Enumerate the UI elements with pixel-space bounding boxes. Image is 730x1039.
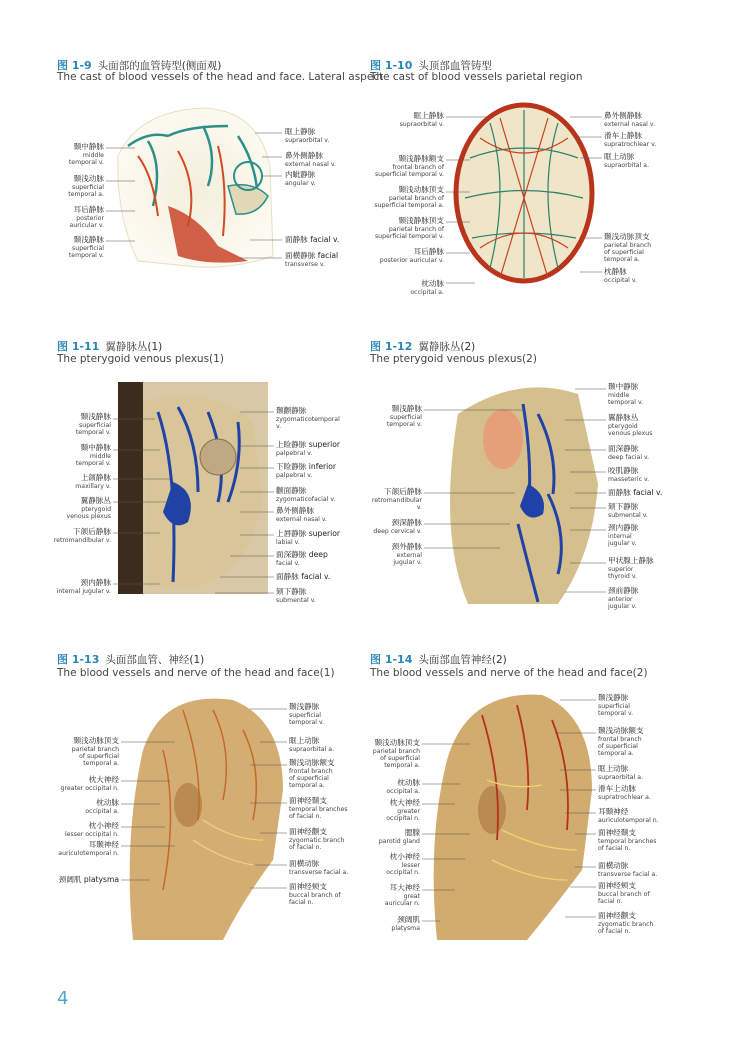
fig-1-14-label-frontal-branch-a: 颞浅动脉额支 frontal branch of superficial temporal a. [598,726,644,757]
fig-1-9-label-supraorbital-v: 眶上静脉 supraorbital v. [285,127,330,144]
fig-1-13-label-zygomatic-branch-facial-n: 面神经颧支 zygomatic branch of facial n. [289,827,345,851]
fig-1-12-label-deep-cervical-v: 颈深静脉 deep cervical v. [373,518,422,535]
fig-1-11-label-submental-v: 颏下静脉 submental v. [276,587,316,604]
fig-1-11-label-maxillary-v: 上颌静脉 maxillary v. [75,473,111,490]
figure-1-9-title-en: The cast of blood vessels of the head and face. Lateral aspect [57,71,384,83]
fig-1-13-label-parietal-branch-a: 颞浅动脉顶支 parietal branch of superficial temporal a. [71,736,119,767]
fig-1-10-label-occipital-a: 枕动脉 occipital a. [410,279,444,296]
figure-1-13-title-en: The blood vessels and nerve of the head and face(1) [57,667,335,679]
fig-1-14-label-lesser-occipital-n: 枕小神经 lesser occipital n. [386,852,420,876]
fig-1-11-label-middle-temporal-v: 颞中静脉 middle temporal v. [75,443,111,467]
fig-1-10-label-posterior-auricular-v: 耳后静脉 posterior auricular v. [379,247,444,264]
fig-1-14-label-superficial-temporal-v: 颞浅静脉 superficial temporal v. [598,693,634,717]
fig-1-14-label-greater-occipital-n: 枕大神经 greater occipital n. [386,798,420,822]
fig-1-14-label-transverse-facial-a: 面横动脉 transverse facial a. [598,861,658,878]
fig-1-13-label-buccal-branch-facial-n: 面神经颊支 buccal branch of facial n. [289,882,341,906]
fig-1-14-label-supraorbital-a: 眶上动脉 supraorbital a. [598,764,644,781]
fig-1-13-label-platysma: 颈阔肌 platysma [58,875,119,884]
figure-title-zh: 翼静脉丛(1) [105,341,163,353]
figure-1-14-title-en: The blood vessels and nerve of the head and face(2) [370,667,648,679]
fig-1-13-label-transverse-facial-a: 面横动脉 transverse facial a. [289,859,349,876]
fig-1-10-label-parietal-branch-v: 颞浅静脉顶支 parietal branch of superficial temporal v. [374,216,444,240]
fig-1-12-label-middle-temporal-v: 颞中静脉 middle temporal v. [608,382,644,406]
fig-1-13-label-frontal-branch-a: 颞浅动脉额支 frontal branch of superficial temporal a. [289,758,335,789]
figure-number: 图 1-9 [57,59,92,72]
figure-1-11-title-en: The pterygoid venous plexus(1) [57,353,224,365]
fig-1-11-label-deep-facial-v: 面深静脉 deep facial v. [276,550,328,567]
fig-1-11-label-pterygoid-plexus: 翼静脉丛 pterygoid venous plexus [66,496,111,520]
fig-1-10-label-supraorbital-v: 眶上静脉 supraorbital v. [399,111,444,128]
fig-1-10-label-occipital-v: 枕静脉 occipital v. [604,267,638,284]
figure-number: 图 1-11 [57,340,100,353]
figure-title-zh: 头面部血管、神经(1) [105,654,205,666]
figure-number: 图 1-12 [370,340,413,353]
fig-1-12-label-deep-facial-v: 面深静脉 deep facial v. [608,444,650,461]
fig-1-11-label-superficial-temporal-v: 颞浅静脉 superficial temporal v. [75,412,111,436]
fig-1-13-label-lesser-occipital-n: 枕小神经 lesser occipital n. [64,821,119,838]
fig-1-9-label-facial-transverse-v: 面横静脉 facial transverse v. [285,251,339,268]
figure-1-12-title-en: The pterygoid venous plexus(2) [370,353,537,365]
figure-number: 图 1-10 [370,59,413,72]
fig-1-12-label-pterygoid-plexus: 翼静脉丛 pterygoid venous plexus [608,413,653,437]
fig-1-14-label-platysma: 颈阔肌 platysma [391,915,420,932]
fig-1-12-label-superficial-temporal-v: 颞浅静脉 superficial temporal v. [386,404,422,428]
fig-1-12-label-anterior-jugular-v: 颈前静脉 anterior jugular v. [608,586,639,610]
fig-1-12-label-external-jugular-v: 颈外静脉 external jugular v. [391,542,422,566]
fig-1-14-label-zygomatic-branch-facial-n: 面神经颧支 zygomatic branch of facial n. [598,911,654,935]
fig-1-10-label-supratrochlear-v: 滑车上静脉 supratrochlear v. [604,131,657,148]
fig-1-13-label-occipital-a: 枕动脉 occipital a. [85,798,119,815]
figure-title-zh: 翼静脉丛(2) [418,341,476,353]
fig-1-11-label-facial-v: 面静脉 facial v. [276,572,331,581]
figure-title-zh: 头顶部血管铸型 [418,60,492,72]
figure-title-zh: 头面部的血管铸型(侧面观) [97,60,222,72]
fig-1-11-label-inferior-palpebral-v: 下睑静脉 inferior palpebral v. [276,462,337,479]
fig-1-12-label-facial-v: 面静脉 facial v. [608,488,663,497]
fig-1-10-label-parietal-branch-a: 颞浅动脉顶支 parietal branch of superficial temporal a. [374,185,444,209]
fig-1-9-label-external-nasal-v: 鼻外侧静脉 external nasal v. [285,151,336,168]
fig-1-11-label-superior-palpebral-v: 上睑静脉 superior palpebral v. [276,440,341,457]
fig-1-9-label-middle-temporal-v: 颞中静脉 middle temporal v. [68,142,104,166]
fig-1-13-label-supraorbital-a: 眶上动脉 supraorbital a. [289,736,335,753]
fig-1-11-label-superior-labial-v: 上唇静脉 superior labial v. [276,529,341,546]
fig-1-10-label-parietal-branch-a-right: 颞浅动脉顶支 parietal branch of superficial temporal a. [604,232,652,263]
fig-1-9-label-superficial-temporal-a: 颞浅动脉 superficial temporal a. [68,174,104,198]
figure-title-zh: 头面部血管神经(2) [418,654,507,666]
fig-1-9-label-facial-v: 面静脉 facial v. [285,235,340,244]
fig-1-13-label-superficial-temporal-v: 颞浅静脉 superficial temporal v. [289,702,325,726]
figure-number: 图 1-13 [57,653,100,666]
fig-1-13-label-greater-occipital-n: 枕大神经 greater occipital n. [60,775,119,792]
fig-1-13-label-auriculotemporal-n: 耳颞神经 auriculotemporal n. [58,840,119,857]
fig-1-12-label-internal-jugular-v: 颈内静脉 internal jugular v. [608,523,639,547]
fig-1-9-label-angular-v: 内眦静脉 angular v. [285,170,316,187]
figure-1-10-title-en: The cast of blood vessels parietal region [370,71,583,83]
fig-1-10-label-supraorbital-a: 眶上动脉 supraorbital a. [604,152,650,169]
fig-1-11-label-internal-jugular-v: 颈内静脉 internal jugular v. [56,578,111,595]
fig-1-11-label-zygomaticotemporal-v: 颞颧静脉 zygomaticotemporal v. [276,406,340,430]
fig-1-10-label-frontal-branch-v: 颞浅静脉额支 frontal branch of superficial temporal v. [374,154,444,178]
fig-1-11-label-external-nasal-v: 鼻外侧静脉 external nasal v. [276,506,327,523]
fig-1-12-label-submental-v: 颏下静脉 submental v. [608,502,648,519]
fig-1-11-label-zygomaticofacial-v: 颧面静脉 zygomaticofacial v. [276,486,336,503]
fig-1-12-label-masseteric-v: 咬肌静脉 masseteric v. [608,466,650,483]
fig-1-12-label-retromandibular-v: 下颌后静脉 retromandibular v. [371,487,422,511]
fig-1-14-label-great-auricular-n: 耳大神经 great auricular n. [384,883,420,907]
fig-1-14-label-auriculotemporal-n: 耳颞神经 auriculotemporal n. [598,807,659,824]
fig-1-14-label-supratrochlear-a: 滑车上动脉 supratrochlear a. [598,784,651,801]
fig-1-14-label-buccal-branch-facial-n: 面神经颊支 buccal branch of facial n. [598,881,650,905]
fig-1-13-label-temporal-branches-facial-n: 面神经颞支 temporal branches of facial n. [289,796,348,820]
fig-1-11-label-retromandibular-v: 下颌后静脉 retromandibular v. [53,527,111,544]
fig-1-9-label-posterior-auricular-v: 耳后静脉 posterior auricular v. [69,205,104,229]
fig-1-10-label-external-nasal-v: 鼻外侧静脉 external nasal v. [604,111,655,128]
page-number: 4 [57,988,69,1009]
fig-1-14-label-temporal-branches-facial-n: 面神经颞支 temporal branches of facial n. [598,828,657,852]
figure-number: 图 1-14 [370,653,413,666]
fig-1-12-label-superior-thyroid-v: 甲状腺上静脉 superior thyroid v. [608,556,654,580]
fig-1-14-label-parietal-branch-a: 颞浅动脉顶支 parietal branch of superficial temporal a. [372,738,420,769]
fig-1-9-label-superficial-temporal-v: 颞浅静脉 superficial temporal v. [68,235,104,259]
fig-1-14-label-occipital-a: 枕动脉 occipital a. [386,778,420,795]
fig-1-14-label-parotid-gland: 腮腺 parotid gland [378,828,420,845]
